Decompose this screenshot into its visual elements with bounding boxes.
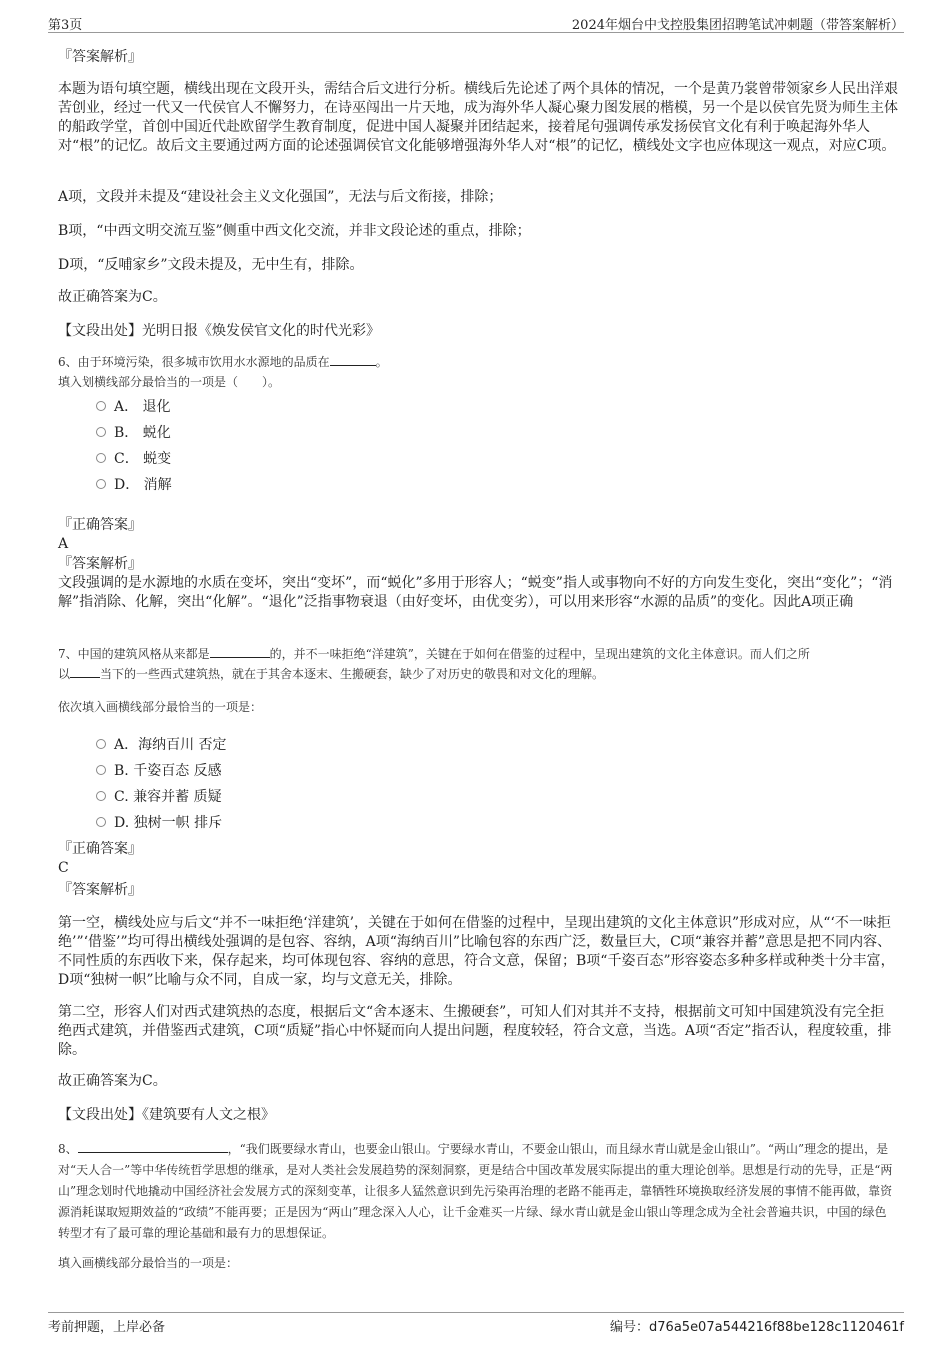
q5-conclusion: 故正确答案为C。: [58, 289, 167, 305]
page-footer: [48, 1312, 904, 1335]
radio-icon[interactable]: [96, 791, 106, 801]
q6-option-a[interactable]: A． 退化: [96, 396, 171, 416]
q7-option-c[interactable]: C. 兼容并蓄 质疑: [96, 786, 222, 806]
document-title: 2024年烟台中戈控股集团招聘笔试冲刺题（带答案解析）: [571, 18, 904, 33]
q6-stem: 6、由于环境污染，很多城市饮用水水源地的品质在 。: [58, 355, 388, 369]
blank-line: [210, 645, 270, 658]
page-number: 第3页: [48, 18, 83, 33]
q7-option-d[interactable]: D. 独树一帜 排斥: [96, 812, 222, 832]
radio-icon[interactable]: [96, 817, 106, 827]
q6-option-b[interactable]: B． 蜕化: [96, 422, 171, 442]
q6-option-d[interactable]: D． 消解: [96, 474, 172, 494]
q7-source: 【文段出处】《建筑要有人文之根》: [58, 1107, 275, 1123]
document-id: 编号：d76a5e07a544216f88be128c1120461f: [610, 1320, 904, 1335]
q7-option-a[interactable]: A．海纳百川 否定: [96, 734, 227, 754]
radio-icon[interactable]: [96, 739, 106, 749]
q7-conclusion: 故正确答案为C。: [58, 1073, 167, 1089]
q8-prompt: 填入画横线部分最恰当的一项是：: [58, 1256, 239, 1270]
q7-stem-line2: 以 当下的一些西式建筑热，就在于其舍本逐末、生搬硬套，缺少了对历史的敬畏和对文化的理解。: [58, 667, 605, 681]
radio-icon[interactable]: [96, 401, 106, 411]
q5-analysis-para: 本题为语句填空题，横线出现在文段开头，需结合后文进行分析。横线后先论述了两个具体的情况，一个是黄乃裳曾带领家乡人民出洋艰苦创业，经过一代又一代侯官人不懈努力，在诗巫闯出一片天地，成为海外华人凝心聚力图发展的楷模，另一个是以侯官先贤为师生主体的船政学堂，首创中国近代赴欧留学生教育制度，促进中国人凝聚并团结起来，接着尾句强调传承发扬侯官文化有利于唤起海外华人对“根”的记忆。故后文主要通过两方面的论述强调侯官文化能够增强海外华人对“根”的记忆，横线处文字也应体现这一观点，对应C项。: [58, 81, 898, 154]
q7-answer: C: [58, 860, 69, 876]
q7-analysis-title: 『答案解析』: [58, 882, 142, 898]
q5-source: 【文段出处】光明日报《焕发侯官文化的时代光彩》: [58, 323, 380, 339]
q7-stem-line1: 7、中国的建筑风格从来都是 的，并不一味拒绝“洋建筑”，关键在于如何在借鉴的过程中，呈现出建筑的文化主体意识。而人们之所: [58, 647, 810, 661]
q6-correct-title: 『正确答案』: [58, 517, 142, 533]
page-header: [48, 12, 904, 33]
q5-option-a-note: A项，文段并未提及“建设社会主义文化强国”，无法与后文衔接，排除；: [58, 189, 503, 205]
q8-stem: 8、 ，“我们既要绿水青山，也要金山银山。宁要绿水青山，不要金山银山，而且绿水青山就是金山银山”。“两山”理念的提出，是对“天人合一”等中华传统哲学思想的继承，是对人类社会发展趋势的深刻洞察，更是结合中国改革发展实际提出的重大理论创举。思想是行动的先导，正是“两山”理念划时代地撬动中国经济社会发展方式的深刻变革，让很多人猛然意识到先污染再治理的老路不能再走，靠牺牲环境换取经济发展的事情不能再做，靠资源消耗谋取短期效益的“政绩”不能再要；正是因为“两山”理念深入人心，让千金难买一片绿、绿水青山就是金山银山等理念成为全社会普遍共识，中国的绿色转型才有了最可靠的理论基础和最有力的思想保证。: [58, 1142, 893, 1240]
footer-slogan: 考前押题，上岸必备: [48, 1320, 166, 1335]
q7-analysis-para1: 第一空，横线处应与后文“并不一味拒绝‘洋建筑’，关键在于如何在借鉴的过程中，呈现出建筑的文化主体意识”形成对应，从“‘不一味拒绝’”‘借鉴’”均可得出横线处强调的是包容、容纳，A项“海纳百川”比喻包容的东西广泛，数量巨大，C项“兼容并蓄”意思是把不同内容、不同性质的东西收下来，保存起来，均可体现包容、容纳的意思，符合文意，保留；B项“千姿百态”形容姿态多种多样或种类十分丰富，D项“独树一帜”比喻与众不同，自成一家，均与文意无关，排除。: [58, 915, 895, 988]
blank-line: [70, 665, 100, 678]
blank-line: [78, 1140, 228, 1153]
blank-line: [330, 353, 376, 366]
q7-correct-title: 『正确答案』: [58, 841, 142, 857]
q5-option-d-note: D项，“反哺家乡”文段未提及，无中生有，排除。: [58, 257, 364, 273]
radio-icon[interactable]: [96, 453, 106, 463]
q6-analysis: 文段强调的是水源地的水质在变坏，突出“变坏”，而“蜕化”多用于形容人；“蜕变”指人或事物向不好的方向发生变化，突出“变化”；“消解”指消除、化解，突出“化解”。“退化”泛指事物衰退（由好变坏，由优变劣），可以用来形容“水源的品质”的变化。因此A项正确: [58, 575, 893, 610]
q7-option-b[interactable]: B. 千姿百态 反感: [96, 760, 222, 780]
q6-answer: A: [58, 536, 69, 552]
q5-option-b-note: B项，“中西文明交流互鉴”侧重中西文化交流，并非文段论述的重点，排除；: [58, 223, 531, 239]
radio-icon[interactable]: [96, 765, 106, 775]
radio-icon[interactable]: [96, 479, 106, 489]
radio-icon[interactable]: [96, 427, 106, 437]
q6-prompt: 填入划横线部分最恰当的一项是（ ）。: [58, 375, 281, 389]
q7-prompt: 依次填入画横线部分最恰当的一项是：: [58, 700, 263, 714]
q6-analysis-title: 『答案解析』: [58, 556, 142, 572]
q6-option-c[interactable]: C． 蜕变: [96, 448, 171, 468]
q7-analysis-para2: 第二空，形容人们对西式建筑热的态度，根据后文“舍本逐末、生搬硬套”，可知人们对其并不支持，根据前文可知中国建筑没有完全拒绝西式建筑，并借鉴西式建筑，C项“质疑”指心中怀疑而向人提出问题，程度较轻，符合文意，当选。A项“否定”指否认，程度较重，排除。: [58, 1004, 892, 1058]
q5-analysis-title: 『答案解析』: [58, 49, 142, 65]
